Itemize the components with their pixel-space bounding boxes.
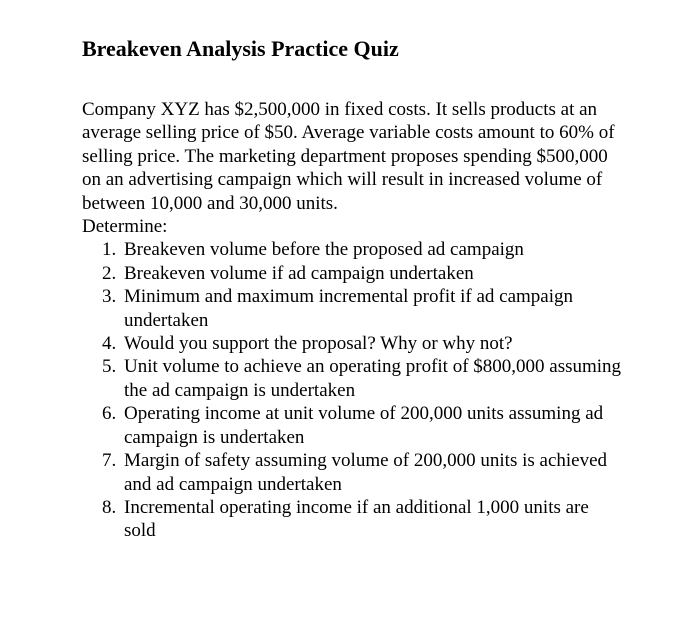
determine-label: Determine: — [82, 216, 168, 238]
question-item — [82, 238, 624, 261]
question-item — [82, 449, 624, 496]
question-text: Unit volume to achieve an operating profit of $800,000 assuming the ad campaign is undertaken — [124, 356, 622, 401]
question-text: Minimum and maximum incremental profit if ad campaign undertaken — [124, 286, 574, 331]
question-item — [82, 262, 624, 285]
question-list — [82, 238, 682, 542]
question-number: 7. — [102, 450, 117, 472]
question-number: 4. — [102, 333, 117, 355]
question-text: Incremental operating income if an additional 1,000 units are sold — [124, 496, 589, 542]
question-item — [82, 496, 624, 543]
question-number: 2. — [102, 262, 117, 284]
question-text: Breakeven volume if ad campaign undertaken — [124, 262, 474, 284]
problem-statement: Company XYZ has $2,500,000 in fixed costs. It sells products at an average selling price of $50. Average variable costs amount to 60% of selling price. The marketing department proposes spending $500,000 on an advertising campaign which will result in increased volume of between 10,000 and 30,000 units. — [82, 99, 615, 214]
question-item — [82, 332, 624, 355]
question-number: 5. — [102, 356, 117, 378]
question-number: 3. — [102, 286, 117, 308]
question-item — [82, 355, 624, 402]
question-item — [82, 285, 624, 332]
question-text: Breakeven volume before the proposed ad campaign — [124, 239, 524, 261]
page-title: Breakeven Analysis Practice Quiz — [82, 36, 399, 61]
quiz-document — [82, 36, 682, 543]
question-number: 6. — [102, 403, 117, 425]
question-text: Operating income at unit volume of 200,000 units assuming ad campaign is undertaken — [124, 403, 604, 448]
question-text: Would you support the proposal? Why or why not? — [124, 333, 513, 355]
question-number: 8. — [102, 496, 117, 518]
question-text: Margin of safety assuming volume of 200,000 units is achieved and ad campaign undertaken — [124, 450, 608, 495]
question-number: 1. — [102, 239, 117, 261]
question-item — [82, 402, 624, 449]
